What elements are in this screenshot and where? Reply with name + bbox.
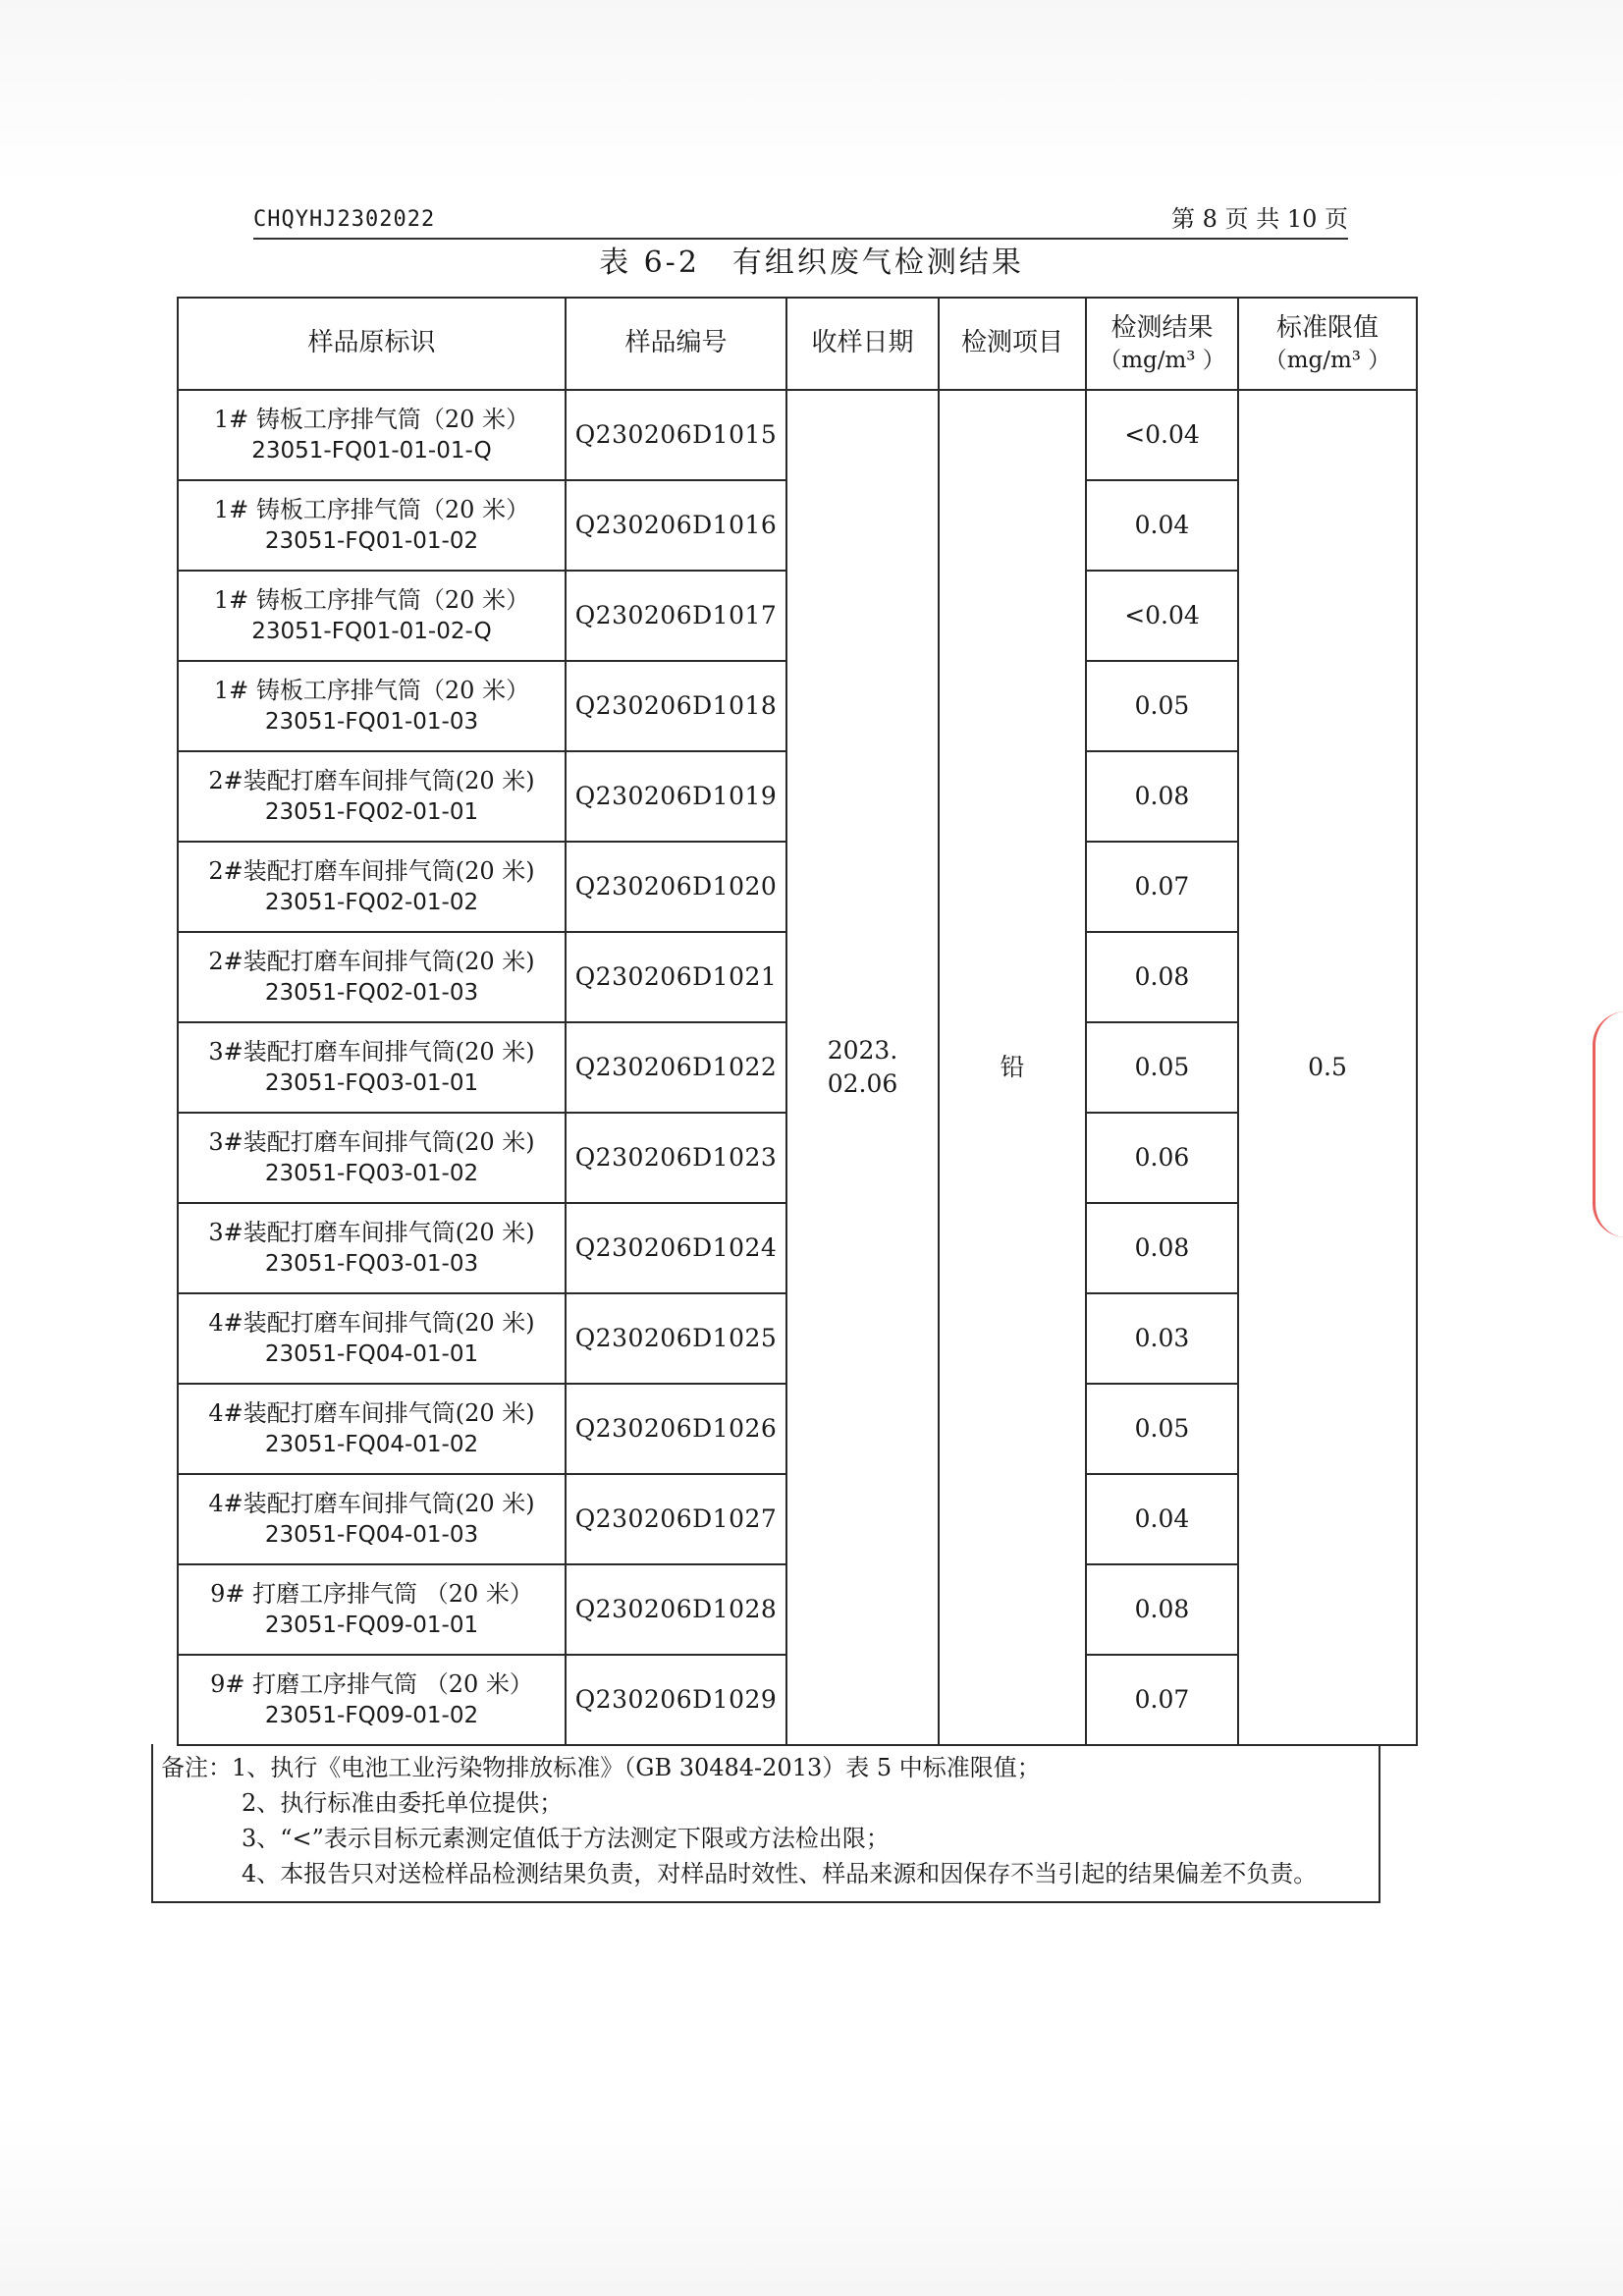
sample-name-cell [178, 1655, 566, 1745]
sample-name-cell [178, 932, 566, 1022]
sample-id: 23051-FQ09-01-01 [264, 1612, 479, 1638]
sample-name-cell [178, 842, 566, 932]
sample-name-cell [178, 661, 566, 751]
header-limit-label: 标准限值 [1275, 312, 1379, 343]
sample-code-cell: Q230206D1023 [566, 1113, 786, 1203]
results-table-container [177, 297, 1416, 1915]
header-standard-limit [1238, 298, 1417, 390]
sample-name: 3#装配打磨车间排气筒(20 米) [208, 1038, 535, 1066]
sample-id: 23051-FQ03-01-01 [264, 1069, 479, 1096]
table-row [178, 390, 1417, 480]
sample-id: 23051-FQ04-01-02 [264, 1431, 479, 1457]
sample-code-cell: Q230206D1019 [566, 751, 786, 842]
header-sample-code: 样品编号 [566, 298, 786, 390]
sample-name-cell [178, 1474, 566, 1564]
sample-code-cell: Q230206D1015 [566, 390, 786, 480]
standard-limit-cell: 0.5 [1238, 390, 1417, 1745]
header-test-result [1086, 298, 1238, 390]
sample-code-cell: Q230206D1016 [566, 480, 786, 571]
sample-name: 9# 打磨工序排气筒 （20 米） [210, 1580, 533, 1609]
test-result-cell: 0.03 [1086, 1293, 1238, 1384]
sample-id: 23051-FQ03-01-02 [264, 1160, 479, 1186]
sample-name-cell [178, 390, 566, 480]
header-test-item: 检测项目 [939, 298, 1086, 390]
test-result-cell: 0.08 [1086, 1203, 1238, 1293]
sample-name: 2#装配打磨车间排气筒(20 米) [208, 767, 535, 795]
sample-name-cell [178, 1022, 566, 1113]
note-line: 2、执行标准由委托单位提供； [242, 1789, 564, 1817]
sample-name: 1# 铸板工序排气筒（20 米） [213, 586, 530, 615]
sample-name-cell [178, 1384, 566, 1474]
table-body [178, 390, 1417, 1745]
sample-code-cell: Q230206D1017 [566, 571, 786, 661]
sample-name: 1# 铸板工序排气筒（20 米） [213, 406, 530, 434]
sample-name: 1# 铸板工序排气筒（20 米） [213, 496, 530, 524]
receive-date-cell: 2023. 02.06 [786, 390, 939, 1745]
sample-name: 2#装配打磨车间排气筒(20 米) [208, 857, 535, 886]
sample-name-cell [178, 571, 566, 661]
sample-name: 1# 铸板工序排气筒（20 米） [213, 677, 530, 705]
header-limit-unit: （mg/m³ ） [1264, 348, 1391, 374]
test-result-cell: 0.08 [1086, 1564, 1238, 1655]
test-result-cell: 0.08 [1086, 751, 1238, 842]
sample-code-cell: Q230206D1026 [566, 1384, 786, 1474]
sample-name: 9# 打磨工序排气筒 （20 米） [210, 1670, 533, 1699]
test-result-cell: 0.08 [1086, 932, 1238, 1022]
sample-id: 23051-FQ01-01-02 [264, 527, 479, 554]
sample-code-cell: Q230206D1027 [566, 1474, 786, 1564]
red-seal-stamp-edge [1593, 1011, 1623, 1237]
sample-code-cell: Q230206D1028 [566, 1564, 786, 1655]
test-result-cell: 0.05 [1086, 1022, 1238, 1113]
test-result-cell: <0.04 [1086, 390, 1238, 480]
note-line: 3、“<”表示目标元素测定值低于方法测定下限或方法检出限； [242, 1825, 890, 1852]
test-result-cell: 0.05 [1086, 661, 1238, 751]
sample-code-cell: Q230206D1020 [566, 842, 786, 932]
sample-name-cell [178, 1564, 566, 1655]
sample-name-cell [178, 1293, 566, 1384]
test-result-cell: 0.05 [1086, 1384, 1238, 1474]
sample-code-cell: Q230206D1018 [566, 661, 786, 751]
sample-name-cell [178, 1203, 566, 1293]
sample-name: 4#装配打磨车间排气筒(20 米) [208, 1399, 535, 1428]
header-sample-name: 样品原标识 [178, 298, 566, 390]
header-result-label: 检测结果 [1110, 312, 1214, 343]
sample-name-cell [178, 480, 566, 571]
notes-section [151, 1744, 1380, 1903]
table-header-row [178, 298, 1417, 390]
table-title: 表 6-2 有组织废气检测结果 [599, 246, 1024, 280]
page-number: 第 8 页 共 10 页 [1171, 205, 1348, 233]
sample-code-cell: Q230206D1024 [566, 1203, 786, 1293]
sample-id: 23051-FQ04-01-01 [264, 1340, 479, 1367]
sample-name-cell [178, 1113, 566, 1203]
sample-code-cell: Q230206D1029 [566, 1655, 786, 1745]
note-line: 备注：1、执行《电池工业污染物排放标准》（GB 30484-2013）表 5 中标准限值； [161, 1754, 1041, 1781]
test-result-cell: 0.04 [1086, 480, 1238, 571]
sample-name: 2#装配打磨车间排气筒(20 米) [208, 948, 535, 976]
test-result-cell: 0.07 [1086, 842, 1238, 932]
sample-name: 3#装配打磨车间排气筒(20 米) [208, 1128, 535, 1157]
sample-name: 3#装配打磨车间排气筒(20 米) [208, 1219, 535, 1247]
sample-id: 23051-FQ02-01-01 [264, 798, 479, 825]
sample-id: 23051-FQ02-01-03 [264, 979, 479, 1006]
sample-id: 23051-FQ01-01-01-Q [251, 437, 492, 464]
note-line: 4、本报告只对送检样品检测结果负责，对样品时效性、样品来源和因保存不当引起的结果偏差不负责。 [242, 1860, 1318, 1887]
sample-id: 23051-FQ09-01-02 [264, 1702, 479, 1728]
sample-id: 23051-FQ01-01-03 [264, 708, 479, 735]
sample-name-cell [178, 751, 566, 842]
sample-code-cell: Q230206D1025 [566, 1293, 786, 1384]
sample-code-cell: Q230206D1022 [566, 1022, 786, 1113]
sample-id: 23051-FQ03-01-03 [264, 1250, 479, 1277]
test-result-cell: 0.04 [1086, 1474, 1238, 1564]
sample-id: 23051-FQ02-01-02 [264, 889, 479, 915]
header-receive-date: 收样日期 [786, 298, 939, 390]
test-result-cell: <0.04 [1086, 571, 1238, 661]
results-table [177, 297, 1418, 1746]
page-header [253, 194, 1348, 240]
test-result-cell: 0.07 [1086, 1655, 1238, 1745]
sample-code-cell: Q230206D1021 [566, 932, 786, 1022]
test-result-cell: 0.06 [1086, 1113, 1238, 1203]
test-item-cell: 铅 [939, 390, 1086, 1745]
report-number: CHQYHJ2302022 [253, 207, 436, 232]
sample-id: 23051-FQ01-01-02-Q [251, 618, 492, 644]
sample-name: 4#装配打磨车间排气筒(20 米) [208, 1490, 535, 1518]
sample-name: 4#装配打磨车间排气筒(20 米) [208, 1309, 535, 1338]
header-result-unit: （mg/m³ ） [1099, 348, 1225, 374]
sample-id: 23051-FQ04-01-03 [264, 1521, 479, 1548]
